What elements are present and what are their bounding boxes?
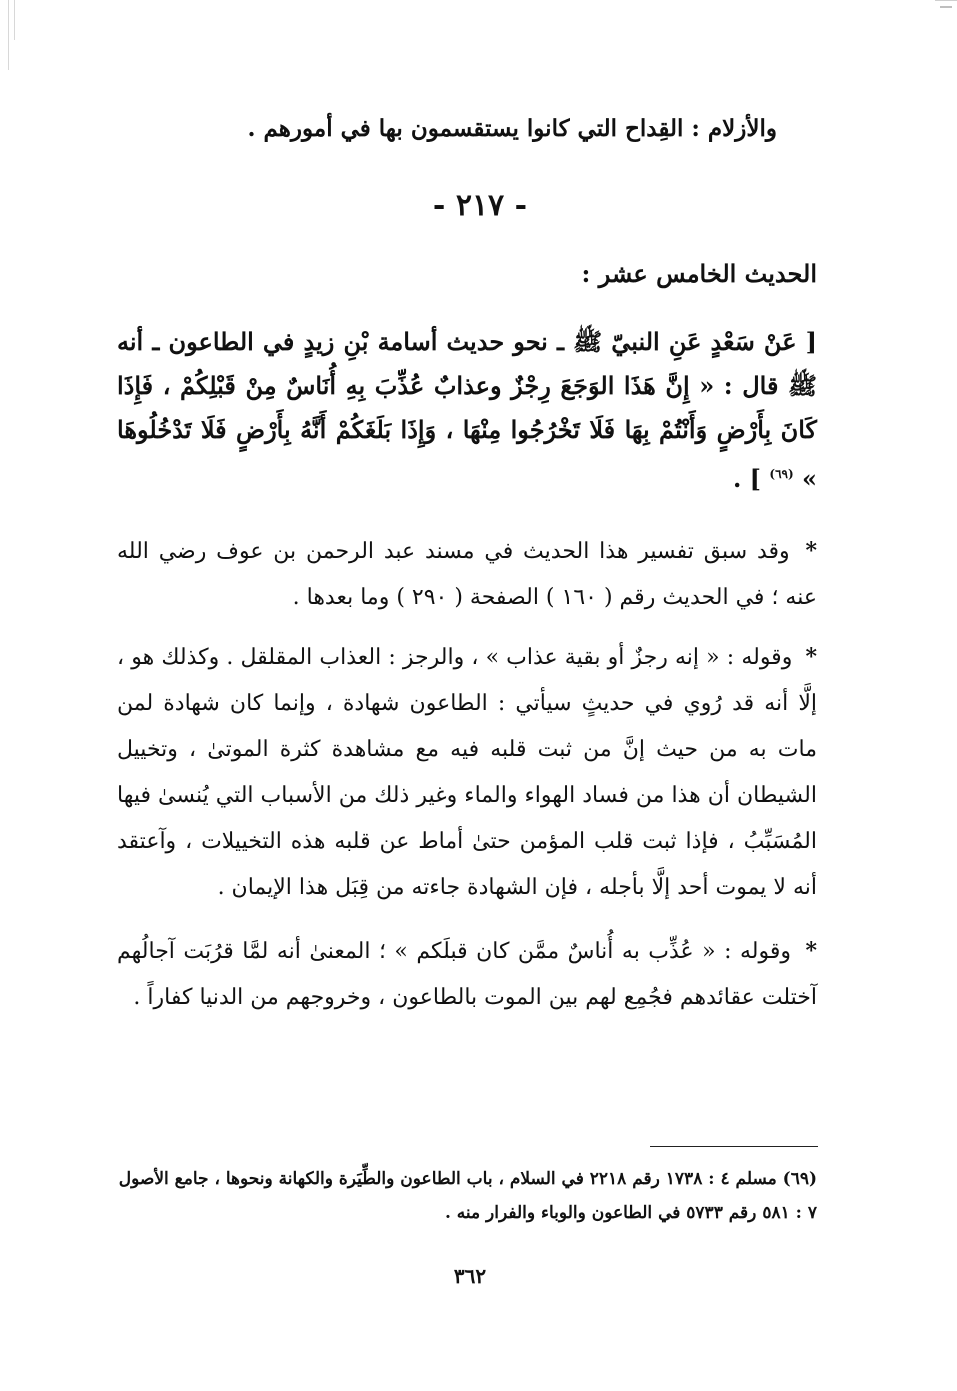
scan-artifact <box>14 0 15 40</box>
hadith-body: [ عَنْ سَعْدٍ عَنِ النبيّ ﷺ ـ نحو حديث أسامة بْنِ زيدٍ في الطاعون ـ أنه ﷺ قال : « إِنَّ هَذَا الوَجَعَ رِجْزٌ وعذابٌ عُذِّبَ بِهِ أُنَاسٌ مِنْ قَبْلِكُمْ ، فَإِذَا كَانَ بِأَرْضٍ وَأَنْتُمْ بِهَا فَلَا تَخْرُجُوا مِنْهَا ، وَإِذَا بَلَغَكُمْ أَنَّهُ بِأَرْضٍ فَلَا تَدْخُلُوهَا » <box>117 327 817 493</box>
footnote: (٦٩) مسلم ٤ : ١٧٣٨ رقم ٢٢١٨ في السلام ، باب الطاعون والطِّيَرة والكهانة ونحوها ، جامع الأصول ٧ : ٥٨١ رقم ٥٧٣٣ في الطاعون والوباء والفرار منه . <box>118 1169 817 1223</box>
bullet-marker: * <box>805 538 817 564</box>
commentary-text: وقوله : « عُذِّب به أُناسٌ ممَّن كان قبلَكم » ؛ المعنىٰ أنه لمَّا قرُبَت آجالُهم آختلت عقائدهم فجُمِع لهم بين الموت بالطاعون ، وخروجهم من الدنيا كفاراً . <box>117 939 817 1010</box>
intro-line: والأزلام : القِداح التي كانوا يستقسمون بها في أمورهم . <box>247 115 777 142</box>
hadith-text <box>117 320 817 501</box>
bullet-marker: * <box>805 644 817 670</box>
section-heading: الحديث الخامس عشر : <box>581 259 817 288</box>
scan-artifact <box>8 0 9 70</box>
commentary-paragraph <box>117 634 817 911</box>
scan-artifact <box>940 6 952 8</box>
bullet-marker: * <box>805 938 817 964</box>
commentary-paragraph <box>117 928 817 1021</box>
footnote-reference: (٦٩) <box>769 467 794 481</box>
hadith-close-bracket: ] . <box>732 464 762 493</box>
hadith-number: - ٢١٧ - <box>432 188 528 223</box>
commentary-text: وقوله : « إنه رجزٌ أو بقية عذاب » ، والرجز : العذاب المقلقل . وكذلك هو ، إلَّا أنه قد رُوي في حديثٍ سيأتي : الطاعون شهادة ، وإنما كان شهادة لمن مات به من حيث إنَّ من ثبت قلبه فيه مع مشاهدة كثرة الموتىٰ ، وتخييل الشيطان أن هذا من فساد الهواء والماء وغير ذلك من الأسباب التي يُنسىٰ فيها المُسَبِّبُ ، فإذا ثبت قلب المؤمن حتىٰ أماط عن قلبه هذه التخييلات ، وآعتقد أنه لا يموت أحد إلَّا بأجله ، فإن الشهادة جاءته من قِبَل هذا الإيمان . <box>117 645 817 900</box>
commentary-paragraph <box>117 528 817 621</box>
page-number: ٣٦٢ <box>453 1264 487 1288</box>
commentary-text: وقد سبق تفسير هذا الحديث في مسند عبد الرحمن بن عوف رضي الله عنه ؛ في الحديث رقم ( ١٦٠ ) الصفحة ( ٢٩٠ ) وما بعدها . <box>117 539 817 610</box>
scan-artifact <box>935 0 957 1</box>
footnote-divider <box>650 1146 818 1147</box>
